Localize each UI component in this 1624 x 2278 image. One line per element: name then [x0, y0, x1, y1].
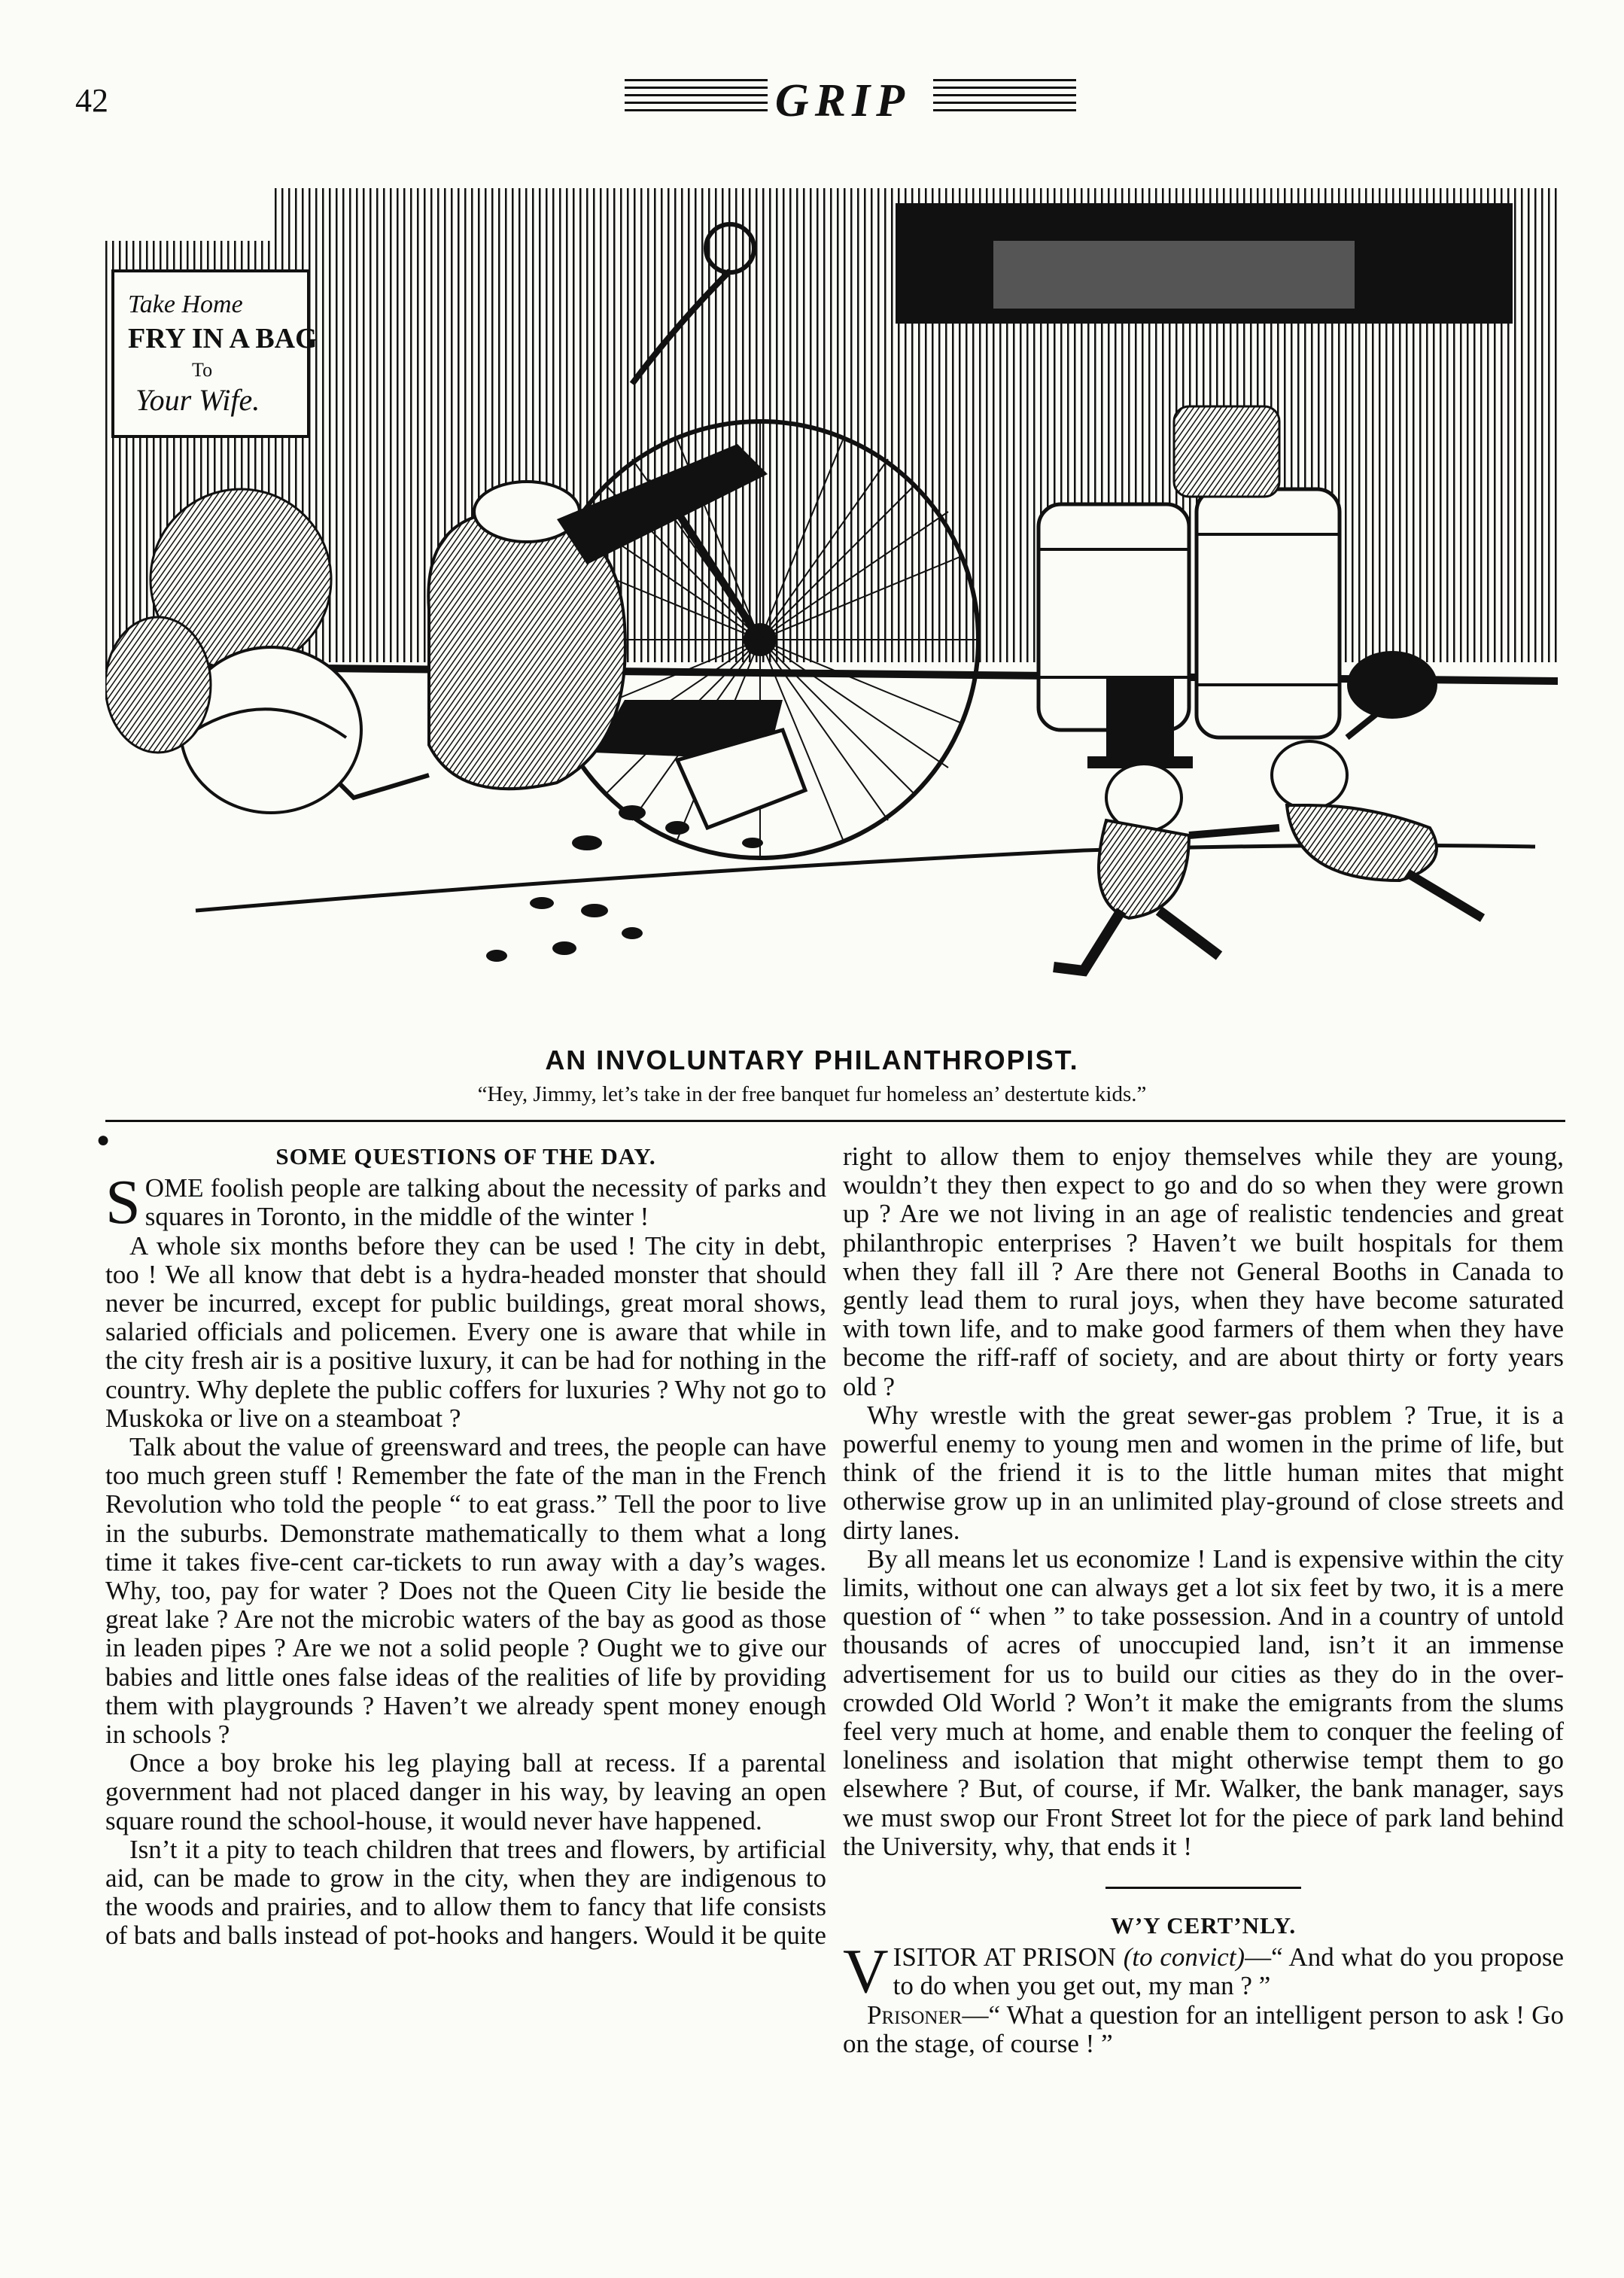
- cartoon-illustration: [105, 158, 1558, 1039]
- masthead: [587, 74, 1099, 128]
- dialogue-visitor: [843, 1936, 1565, 2007]
- prisoner-speech: —“ What a question for an intelligent person to ask ! Go on the stage, of course ! ”: [843, 2000, 1564, 2058]
- visitor-note: (to convict): [1123, 1942, 1245, 1972]
- visitor-label: ISITOR AT PRISON: [893, 1942, 1116, 1972]
- article-title: W’Y CERT’NLY.: [1110, 1912, 1297, 1939]
- prisoner-label: Prisoner: [867, 2000, 963, 2030]
- article-paragraph: A whole six months before they can be used ! The city in debt, too ! We all know that debt is a hydra-headed monster that should never be incurred, except for public buildings, great moral shows, salaried officials and policemen. Every one is aware that while in the city fresh air is a positive luxury, it can be had for nothing in the country. Why deplete the public coffers for luxuries ? Why not go to Muskoka or live on a steamboat ?: [105, 1230, 826, 1433]
- cartoon-caption-quote: “Hey, Jimmy, let’s take in der free banquet fur homeless an’ destertute kids.”: [477, 1082, 1147, 1106]
- masthead-title: GRIP: [774, 75, 911, 126]
- ornament-dot: ●: [96, 1127, 111, 1152]
- article-title: SOME QUESTIONS OF THE DAY.: [275, 1143, 656, 1169]
- article-paragraph: [105, 1167, 826, 1238]
- shop-sign: [113, 271, 318, 436]
- sign-line-3: To: [192, 359, 213, 381]
- section-divider: [1105, 1887, 1301, 1889]
- dialogue-prisoner: [843, 2001, 1564, 2058]
- article-paragraph: By all means let us economize ! Land is expensive within the city limits, without one can always get a lot six feet by two, it is a mere question of “ when ” to take possession. And in a country of untold thousands of acres of unoccupied land, isn’t it an immense advertisement for us to build our cities as they do in the over-crowded Old World ? Won’t it make the emigrants from the slums feel very much at home, and enable them to conquer the feeling of loneliness and isolation that might otherwise tempt them to go elsewhere ? But, of course, if Mr. Walker, the bank manager, says we must swop our Front Street lot for the piece of park land behind the University, why, that ends it !: [843, 1544, 1564, 1861]
- masthead-rule-right: [933, 74, 1076, 126]
- masthead-rule-left: [625, 74, 768, 126]
- article-paragraph: Why wrestle with the great sewer-gas problem ? True, it is a powerful enemy to young men and women in the prime of life, but think of the friend it is to the little human mites that might otherwise grow up in an unlimited play-ground of close streets and dirty lanes.: [843, 1400, 1564, 1545]
- column-left: [105, 1142, 826, 1951]
- paragraph-text: OME foolish people are talking about the necessity of parks and squares in Toronto, in the middle of the winter !: [144, 1173, 826, 1232]
- page-number: 42: [75, 82, 108, 119]
- article-paragraph: Isn’t it a pity to teach children that trees and flowers, by artificial aid, can be made to grow in the city, when they are indigenous to the woods and prairies, and to allow them to fancy that life consists of bats and balls instead of pot-hooks and hangers. Would it be quite: [105, 1834, 826, 1951]
- column-right: [843, 1142, 1564, 2058]
- sign-line-2: FRY IN A BAG: [128, 323, 318, 354]
- divider-rule: [105, 1120, 1565, 1122]
- drop-cap: V: [843, 1936, 889, 2007]
- article-paragraph: Once a boy broke his leg playing ball at recess. If a parental government had not placed danger in his way, by leaving an open square round the school-house, it would never have happened.: [105, 1748, 826, 1835]
- visitor-speech: —“ And what do you propose to do when you get out, my man ? ”: [893, 1942, 1565, 2001]
- drop-cap: S: [105, 1167, 141, 1238]
- article-paragraph: right to allow them to enjoy themselves while they are young, wouldn’t they then expect to go and do so when they were grown up ? Are we not living in an age of realistic tendencies and great philanthropic enterprises ? Haven’t we built hospitals for them when they fall ill ? Are there not General Booths in Canada to gently lead them to rural joys, when they have become saturated with town life, and to make good farmers of them when they have become the riff-raff of society, and are about thirty or forty years old ?: [843, 1142, 1564, 1401]
- sign-line-1: Take Home: [128, 290, 243, 318]
- article-paragraph: Talk about the value of greensward and trees, the people can have too much green stuff ! Remember the fate of the man in the French Revolution who told the people “ to eat grass.” Tell the poor to live in the suburbs. Demonstrate mathematically to them what a long time it takes five-cent car-tickets to run away with a day’s wages. Why, too, pay for water ? Does not the Queen City lie beside the great lake ? Are not the microbic waters of the bay as good as those in leaden pipes ? Are we not a solid people ? Ought we to give our babies and little ones false ideas of the realities of life by providing them with playgrounds ? Haven’t we already spent money enough in schools ?: [105, 1432, 826, 1750]
- sign-line-4: Your Wife.: [135, 383, 260, 417]
- cartoon-caption-title: AN INVOLUNTARY PHILANTHROPIST.: [545, 1045, 1079, 1075]
